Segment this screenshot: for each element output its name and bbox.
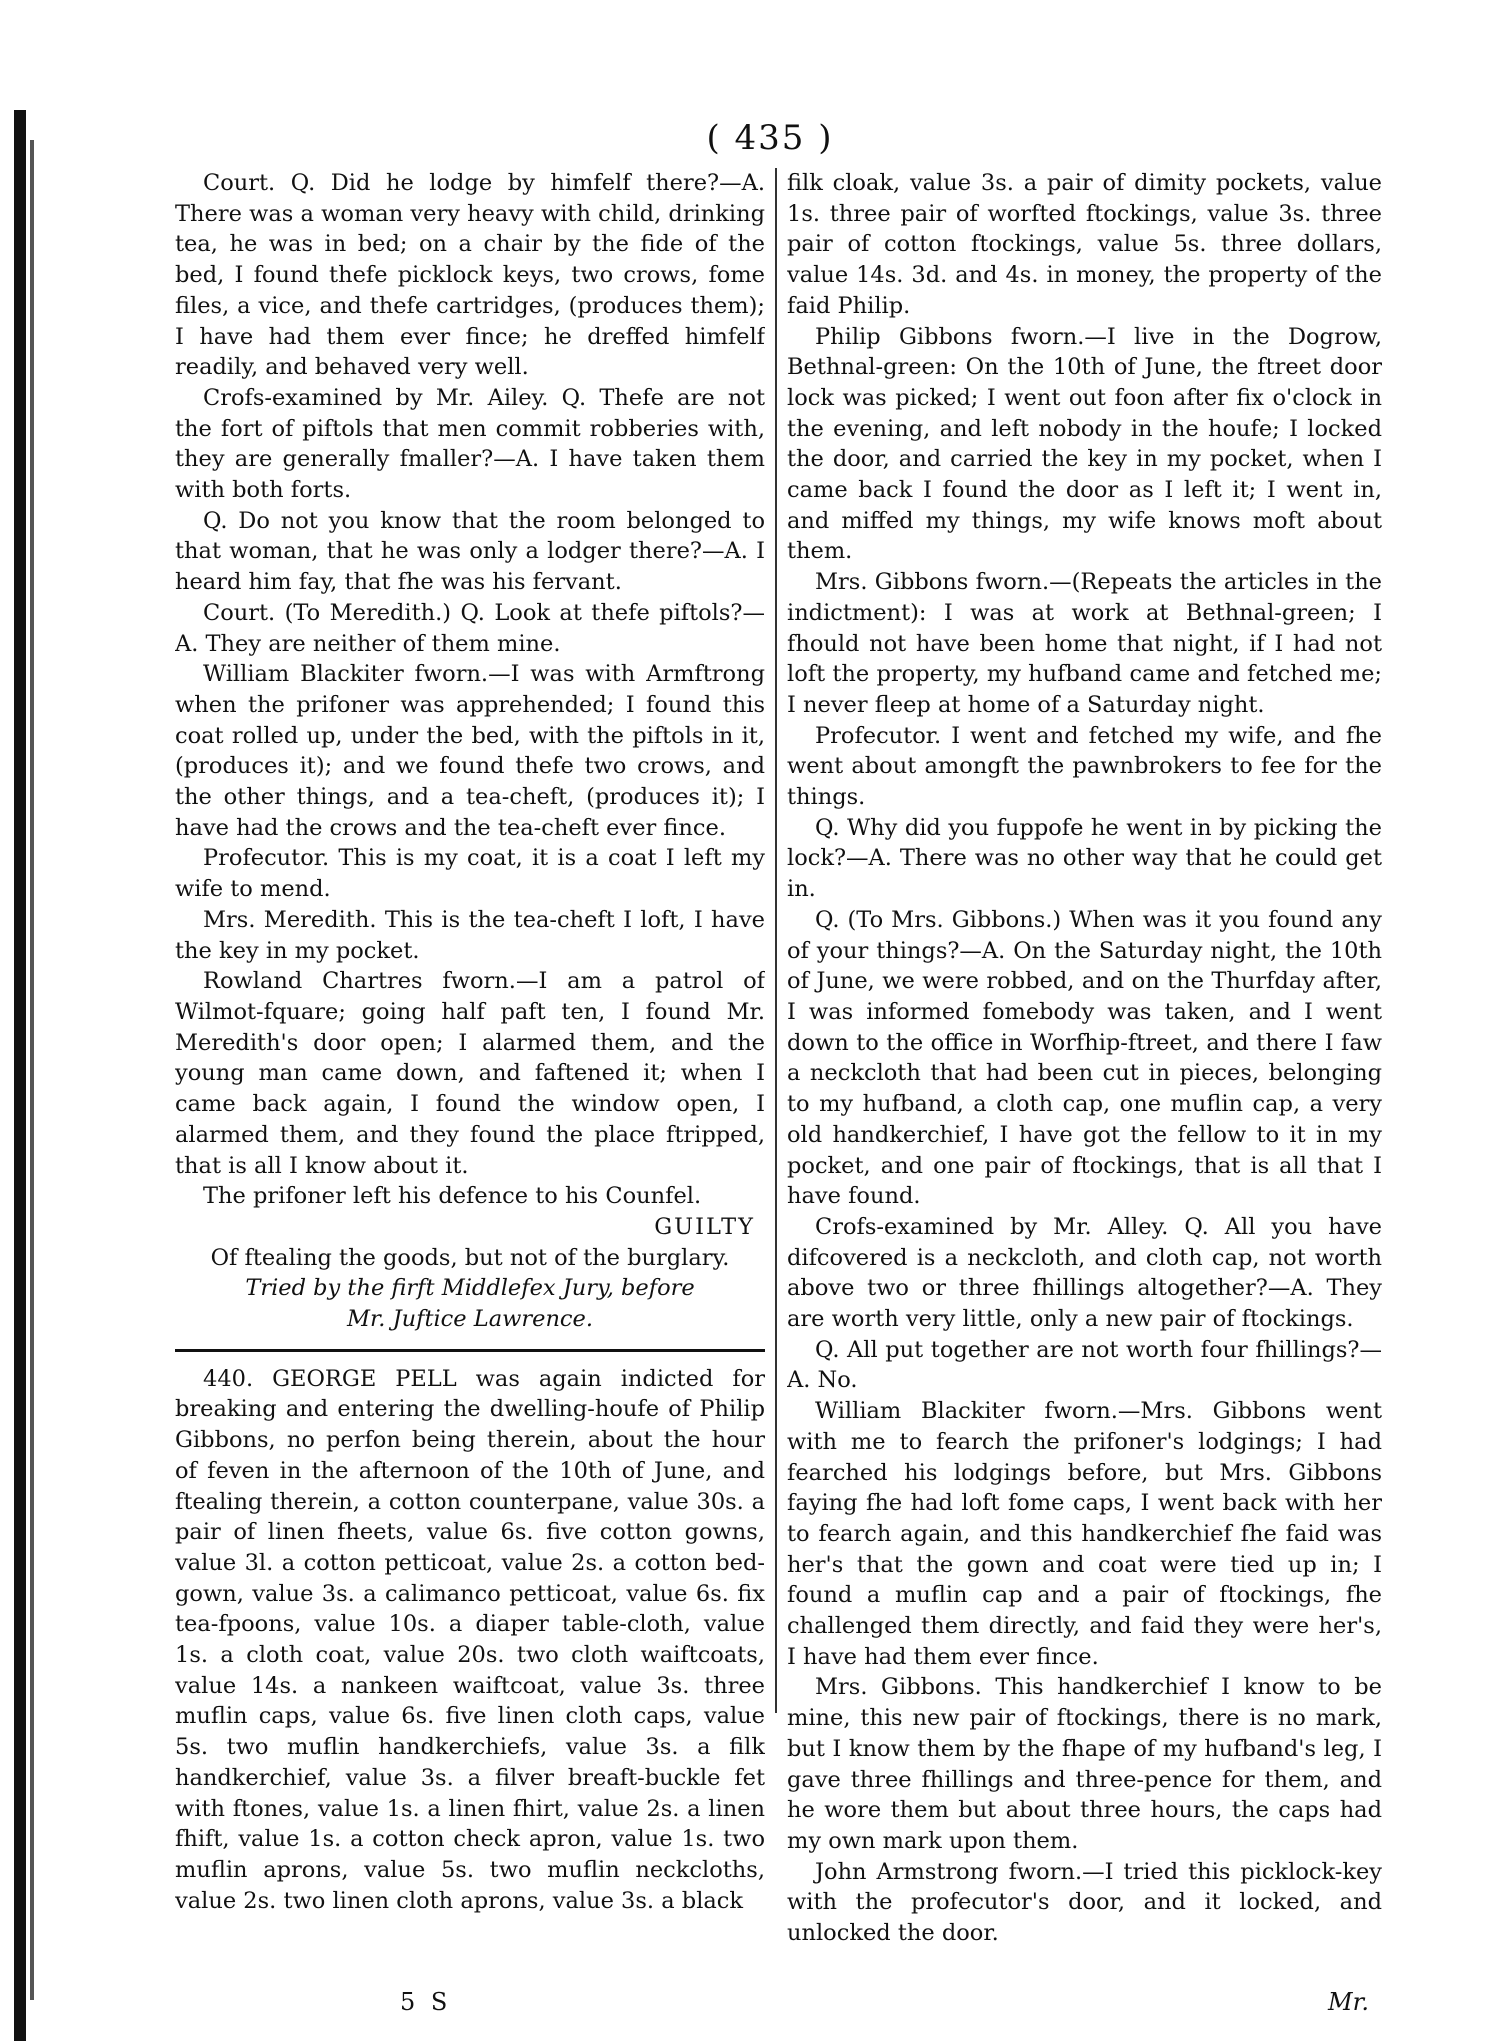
paragraph: John Armstrong fworn.—I tried this picklock-key with the profecutor's door, and it locked, and unlocked the door.: [787, 1858, 1382, 1947]
paragraph: Profecutor. This is my coat, it is a coat I left my wife to mend.: [175, 845, 765, 903]
catchword: Mr.: [1328, 1988, 1370, 2016]
signature-mark: 5 S: [400, 1988, 452, 2016]
tried-line: Tried by the firft Middlefex Jury, before: [245, 1275, 695, 1302]
paragraph: Court. (To Meredith.) Q. Look at thefe piftols?—A. They are neither of them mine.: [175, 599, 765, 657]
paragraph: The prifoner left his defence to his Counfel.: [203, 1183, 702, 1210]
paragraph: Q. Do not you know that the room belonged to that woman, that he was only a lodger there?—A. I heard him fay, that fhe was his fervant.: [175, 507, 765, 596]
binding-edge: [14, 110, 26, 2041]
page-number: ( 435 ): [706, 118, 834, 158]
column-divider: [775, 168, 777, 1713]
paragraph: Mrs. Gibbons. This handkerchief I know to be mine, this new pair of ftockings, there is no mark, but I know them by the fhape of my hufband's leg, I gave three fhillings and three-pence for them, and he wore them but about three hours, the caps had my own mark upon them.: [787, 1674, 1382, 1854]
right-column: [787, 168, 1382, 1949]
paragraph: Mrs. Meredith. This is the tea-cheft I loft, I have the key in my pocket.: [175, 906, 765, 964]
paragraph: filk cloak, value 3s. a pair of dimity pockets, value 1s. three pair of worfted ftockings, value 3s. three pair of cotton ftockings, value 5s. three dollars, value 14s. 3d. and 4s. in money, the property of the faid Philip.: [787, 170, 1382, 319]
paragraph: Rowland Chartres fworn.—I am a patrol of Wilmot-fquare; going half paft ten, I found Mr. Meredith's door open; I alarmed them, and the young man came down, and faftened it; when I came back again, I found the window open, I alarmed them, and they found the place ftripped, that is all I know about it.: [175, 968, 765, 1179]
paragraph: Philip Gibbons fworn.—I live in the Dogrow, Bethnal-green: On the 10th of June, the ftreet door lock was picked; I went out foon after fix o'clock in the evening, and left nobody in the houfe; I locked the door, and carried the key in my pocket, when I came back I found the door as I left it; I went in, and miffed my things, my wife knows moft about them.: [787, 323, 1382, 565]
indictment-paragraph: 440. GEORGE PELL was again indicted for breaking and entering the dwelling-houfe of Philip Gibbons, no perfon being therein, about the hour of feven in the afternoon of the 10th of June, and ftealing therein, a cotton counterpane, value 30s. a pair of linen fheets, value 6s. five cotton gowns, value 3l. a cotton petticoat, value 2s. a cotton bed-gown, value 3s. a calimanco petticoat, value 6s. fix tea-fpoons, value 10s. a diaper table-cloth, value 1s. a cloth coat, value 20s. two cloth waiftcoats, value 14s. a nankeen waiftcoat, value 3s. three muflin caps, value 6s. five linen cloth caps, value 5s. two muflin handkerchiefs, value 3s. a filk handkerchief, value 3s. a filver breaft-buckle fet with ftones, value 1s. a linen fhirt, value 2s. a linen fhift, value 1s. a cotton check apron, value 1s. two muflin aprons, value 5s. two muflin neckcloths, value 2s. two linen cloth aprons, value 3s. a black: [175, 1365, 765, 1914]
paragraph: Crofs-examined by Mr. Alley. Q. All you have difcovered is a neckcloth, and cloth cap, not worth above two or three fhillings altogether?—A. They are worth very little, only a new pair of ftockings.: [787, 1213, 1382, 1333]
binding-shadow: [30, 140, 34, 2000]
paragraph: Mrs. Gibbons fworn.—(Repeats the articles in the indictment): I was at work at Bethnal-green; I fhould not have been home that night, if I had not loft the property, my hufband came and fetched me; I never fleep at home of a Saturday night.: [787, 569, 1382, 718]
paragraph: Q. (To Mrs. Gibbons.) When was it you found any of your things?—A. On the Saturday night, the 10th of June, we were robbed, and on the Thurfday after, I was informed fomebody was taken, and I went down to the office in Worfhip-ftreet, and there I faw a neckcloth that had been cut in pieces, belonging to my hufband, a cloth cap, one muflin cap, a very old handkerchief, I have got the fellow to it in my pocket, and one pair of ftockings, that is all that I have found.: [787, 906, 1382, 1210]
left-column: [175, 168, 765, 1916]
judge-line: Mr. Juftice Lawrence.: [346, 1306, 594, 1333]
paragraph: William Blackiter fworn.—I was with Armftrong when the prifoner was apprehended; I found this coat rolled up, under the bed, with the piftols in it, (produces it); and we found thefe two crows, and the other things, and a tea-cheft, (produces it); I have had the crows and the tea-cheft ever fince.: [175, 661, 765, 841]
paragraph: Court. Q. Did he lodge by himfelf there?—A. There was a woman very heavy with child, drinking tea, he was in bed; on a chair by the fide of the bed, I found thefe picklock keys, two crows, fome files, a vice, and thefe cartridges, (produces them); I have had them ever fince; he dreffed himfelf readily, and behaved very well.: [175, 170, 765, 381]
paragraph: William Blackiter fworn.—Mrs. Gibbons went with me to fearch the prifoner's lodgings; I had fearched his lodgings before, but Mrs. Gibbons faying fhe had loft fome caps, I went back with her to fearch again, and this handkerchief fhe faid was her's that the gown and coat were tied up in; I found a muflin cap and a pair of ftockings, fhe challenged them directly, and faid they were her's, I have had them ever fince.: [787, 1398, 1382, 1670]
paragraph: Profecutor. I went and fetched my wife, and fhe went about amongft the pawnbrokers to fee for the things.: [787, 722, 1382, 811]
paragraph: Q. All put together are not worth four fhillings?—A. No.: [787, 1336, 1382, 1394]
paragraph: Crofs-examined by Mr. Ailey. Q. Thefe are not the fort of piftols that men commit robberies with, they are generally fmaller?—A. I have taken them with both forts.: [175, 384, 765, 504]
section-rule: [175, 1349, 765, 1352]
paragraph: Q. Why did you fuppofe he went in by picking the lock?—A. There was no other way that he could get in.: [787, 814, 1382, 903]
verdict: GUILTY: [654, 1213, 755, 1240]
verdict-detail: Of ftealing the goods, but not of the burglary.: [210, 1244, 730, 1271]
